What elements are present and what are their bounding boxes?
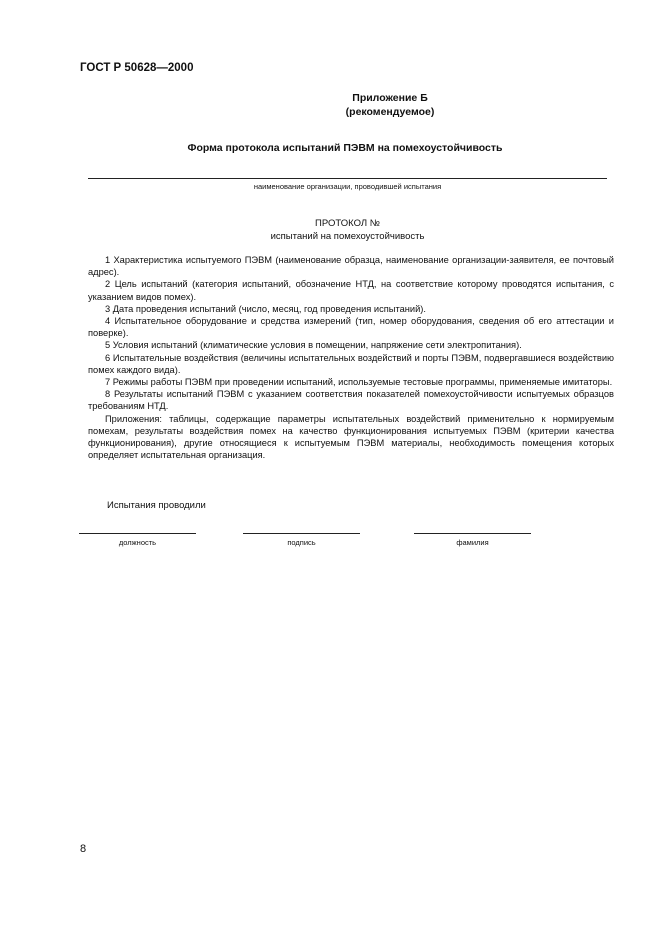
protocol-item: 4 Испытательное оборудование и средства измерений (тип, номер оборудования, сведения об его аттестации и поверке). — [88, 316, 614, 339]
protocol-items — [88, 254, 614, 461]
page-number: 8 — [80, 843, 87, 855]
protocol-item: 2 Цель испытаний (категория испытаний, обозначение НТД, на соответствие которому проводятся испытания, с указанием видов помех). — [88, 279, 614, 302]
appendix-heading — [200, 91, 580, 119]
protocol-title: ПРОТОКОЛ № — [315, 218, 380, 229]
protocol-appendices: Приложения: таблицы, содержащие параметры испытательных воздействий применительно к нормируемым помехам, результаты воздействия помех на качество функционирования испытуемых ПЭВМ (критерии качества функционирования), другие относящиеся к испытуемым ПЭВМ материалы, необходимость помещения которых определяет испытательная организация. — [88, 413, 614, 461]
form-title: Форма протокола испытаний ПЭВМ на помехоустойчивость — [187, 142, 503, 154]
protocol-item: 8 Результаты испытаний ПЭВМ с указанием соответствия показателей помехоустойчивости испытуемых образцов требованиям НТД. — [88, 389, 614, 412]
organization-blank-line — [88, 178, 607, 179]
signature-intro: Испытания проводили — [107, 500, 206, 511]
protocol-heading — [88, 217, 607, 243]
protocol-item: 6 Испытательные воздействия (величины испытательных воздействий и порты ПЭВМ, подвергавшиеся воздействию помех каждого вида). — [88, 352, 614, 375]
appendix-subtitle: (рекомендуемое) — [345, 106, 435, 118]
surname-signature-line — [414, 533, 531, 534]
protocol-item: 5 Условия испытаний (климатические условия в помещении, напряжение сети электропитания). — [105, 340, 522, 351]
protocol-item: 7 Режимы работы ПЭВМ при проведении испытаний, используемые тестовые программы, применяемые имитаторы. — [105, 377, 613, 388]
signature-caption: подпись — [287, 538, 316, 547]
position-caption: должность — [118, 538, 157, 547]
position-signature-line — [79, 533, 196, 534]
protocol-item: 3 Дата проведения испытаний (число, месяц, год проведения испытаний). — [105, 303, 426, 314]
protocol-item: 1 Характеристика испытуемого ПЭВМ (наименование образца, наименование организации-заявителя, ее почтовый адрес). — [88, 255, 614, 278]
surname-caption: фамилия — [456, 538, 489, 547]
protocol-subtitle: испытаний на помехоустойчивость — [270, 231, 425, 242]
standard-code: ГОСТ Р 50628—2000 — [80, 62, 194, 74]
organization-caption: наименование организации, проводившей испытания — [253, 182, 442, 191]
signature-line — [243, 533, 360, 534]
appendix-title: Приложение Б — [352, 92, 428, 104]
